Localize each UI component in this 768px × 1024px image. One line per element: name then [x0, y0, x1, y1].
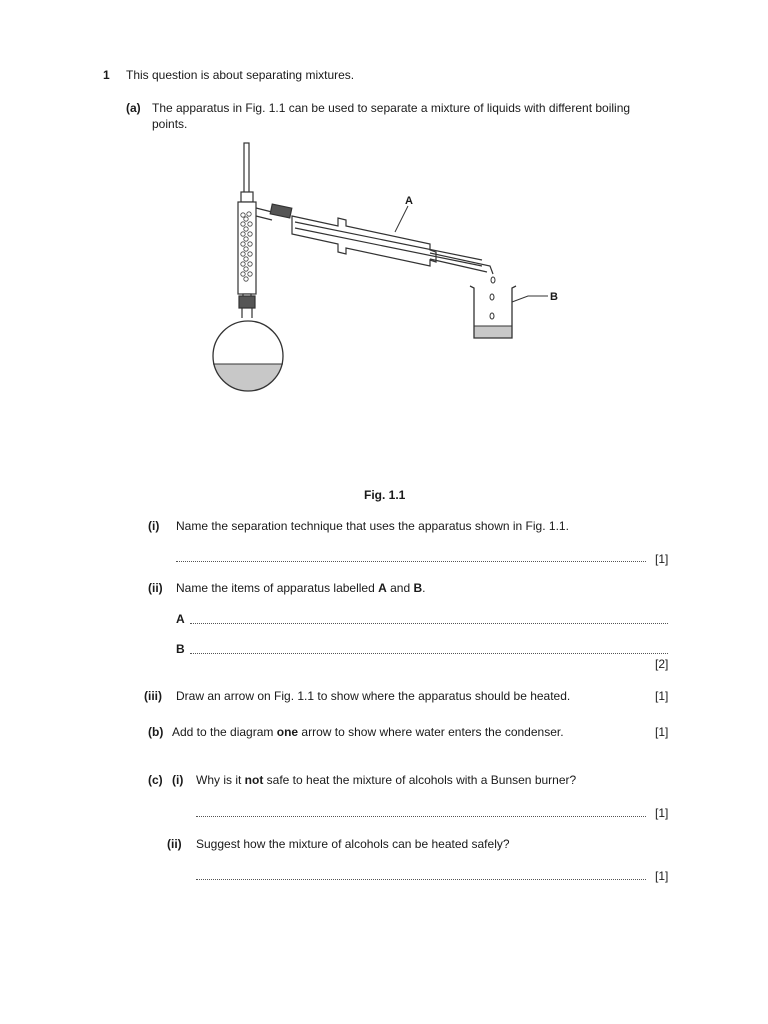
part-c-i-text — [196, 773, 576, 787]
mark-c-ii: [1] — [655, 869, 669, 883]
distillate-drop — [490, 313, 494, 319]
part-a-ii-bold-b: B — [413, 581, 423, 595]
part-a-ii-text — [176, 581, 426, 595]
answer-line-a-ii-a[interactable] — [190, 623, 668, 624]
part-a-label: (a) — [126, 101, 141, 115]
part-a-iii-label: (iii) — [144, 689, 162, 703]
part-a-ii-text-after: . — [422, 581, 426, 595]
flask-stopper — [239, 296, 255, 308]
answer-line-c-i[interactable] — [196, 816, 646, 817]
answer-line-a-ii-b[interactable] — [190, 653, 668, 654]
beaker-liquid — [474, 326, 512, 338]
part-b-text-before: Add to the diagram — [172, 725, 277, 739]
part-a-ii-bold-a: A — [378, 581, 387, 595]
part-a-ii-label: (ii) — [148, 581, 163, 595]
diagram-label-a: A — [405, 195, 413, 207]
mark-b: [1] — [655, 725, 669, 739]
answer-label-b: B — [176, 642, 185, 656]
part-a-i-label: (i) — [148, 519, 160, 533]
flask-liquid — [208, 364, 288, 404]
part-a-iii-text: Draw an arrow on Fig. 1.1 to show where the apparatus should be heated. — [176, 689, 571, 703]
part-b-label: (b) — [148, 725, 164, 739]
part-b-text — [172, 725, 564, 739]
part-c-ii-text: Suggest how the mixture of alcohols can be heated safely? — [196, 837, 510, 851]
answer-line-c-ii[interactable] — [196, 879, 646, 880]
condenser-stopper — [270, 204, 292, 218]
mark-a-i: [1] — [655, 552, 669, 566]
question-number: 1 — [103, 68, 110, 82]
part-b-text-after: arrow to show where water enters the condenser. — [298, 725, 564, 739]
thermometer — [244, 143, 249, 195]
part-a-ii-text-and: and — [386, 581, 414, 595]
diagram-label-b: B — [550, 291, 558, 303]
mark-a-ii: [2] — [655, 657, 669, 671]
part-c-i-text-before: Why is it — [196, 773, 245, 787]
part-c-ii-label: (ii) — [167, 837, 182, 851]
column-stopper — [241, 192, 253, 202]
part-a-text-line1: The apparatus in Fig. 1.1 can be used to separate a mixture of liquids with different boiling — [152, 101, 631, 115]
part-a-text-line2: points. — [152, 117, 188, 131]
mark-c-i: [1] — [655, 806, 669, 820]
part-c-i-text-after: safe to heat the mixture of alcohols with a Bunsen burner? — [263, 773, 577, 787]
distillate-drop — [490, 294, 494, 300]
part-b-bold: one — [276, 725, 299, 739]
mark-a-iii: [1] — [655, 689, 669, 703]
part-a-i-text: Name the separation technique that uses the apparatus shown in Fig. 1.1. — [176, 519, 569, 533]
figure-caption: Fig. 1.1 — [364, 488, 406, 502]
part-c-i-label: (i) — [172, 773, 184, 787]
question-intro: This question is about separating mixtures. — [126, 68, 355, 82]
part-c-i-bold: not — [244, 773, 264, 787]
condenser — [292, 216, 436, 266]
distillate-drop — [491, 277, 495, 283]
answer-line-a-i[interactable] — [176, 561, 646, 562]
part-c-label: (c) — [148, 773, 163, 787]
part-a-ii-text-before: Name the items of apparatus labelled — [176, 581, 379, 595]
answer-label-a: A — [176, 612, 185, 626]
